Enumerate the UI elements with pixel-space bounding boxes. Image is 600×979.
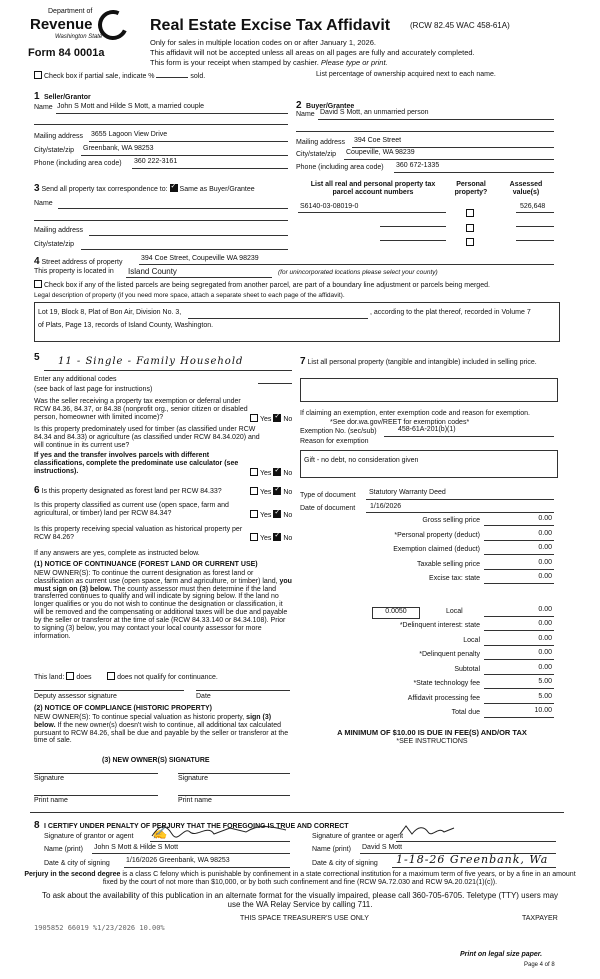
legal-description-line2: of Plats, Page 13, records of Island County, Washington. <box>38 322 214 329</box>
forest-question: 6 Is this property designated as forest land per RCW 84.33? <box>34 485 222 496</box>
q2-yes-checkbox[interactable] <box>250 468 258 476</box>
assessed-value-field[interactable]: 526,648 <box>520 203 546 210</box>
tax-row-value[interactable]: 0.00 <box>538 558 552 566</box>
buyer-city-field[interactable]: Coupeville, WA 98239 <box>346 149 415 156</box>
dept-line1: Department of <box>48 8 93 15</box>
q4-yes-checkbox[interactable] <box>250 510 258 518</box>
grantor-name-label: Name (print) <box>44 846 83 853</box>
buyer-mailing-label: Mailing address <box>296 139 346 146</box>
grantee-date-label: Date & city of signing <box>312 860 378 867</box>
continuance-row: This land: does does not qualify for continuance. <box>34 674 218 681</box>
q5-yes-checkbox[interactable] <box>250 533 258 541</box>
seller-mailing-field[interactable]: 3655 Lagoon View Drive <box>91 131 168 138</box>
local-tax-label: Local <box>446 608 463 615</box>
grantee-signature-scribble[interactable] <box>398 822 458 840</box>
rcw-reference: (RCW 82.45 WAC 458-61A) <box>410 21 510 30</box>
tax-row-value[interactable]: 0.00 <box>538 529 552 537</box>
ownership-note: List percentage of ownership acquired next to each name. <box>316 71 496 78</box>
q2-no-checkbox[interactable] <box>273 468 281 476</box>
rate-value: 0.0050 <box>385 608 407 615</box>
exemption-number-field[interactable]: 458-61A-201(b)(1) <box>398 426 456 433</box>
doc-type-label: Type of document <box>300 492 356 499</box>
deputy-date-label: Date <box>196 693 211 700</box>
owner-print-label-2: Print name <box>178 797 212 804</box>
seller-mailing-label: Mailing address <box>34 133 84 140</box>
q2-yes-no: Yes ✓ No <box>250 468 292 477</box>
buyer-mailing-field[interactable]: 394 Coe Street <box>354 137 402 144</box>
note-line2: This affidavit will not be accepted unless all areas on all pages are fully and accurately completed. <box>150 48 475 57</box>
note-line3: This form is your receipt when stamped by cashier. <box>150 58 319 67</box>
timber-question: Is this property predominately used for timber (as classified under RCW 84.34 and 84.33) or agriculture (as classified under RCW 84.34.020) and will continue in its current use? <box>34 426 260 449</box>
exemption-see-note: *See dor.wa.gov/REET for exemption codes* <box>330 419 470 426</box>
partial-sale-label: Check box if partial sale, indicate % <box>44 73 155 80</box>
assessed-header: Assessed value(s) <box>509 181 543 197</box>
tax-row-label: Subtotal <box>454 665 480 673</box>
q1-no-checkbox[interactable] <box>273 414 281 422</box>
section5-number: 5 <box>34 352 40 363</box>
does-not-checkbox[interactable] <box>107 672 115 680</box>
q5-yes-no: Yes ✓ No <box>250 533 292 542</box>
county-field[interactable]: Island County <box>128 267 177 276</box>
see-instructions-note: *SEE INSTRUCTIONS <box>396 738 468 745</box>
historic-question: Is this property receiving special valuation as historical property per RCW 84.26? <box>34 526 243 541</box>
treasurer-stamp: 1905852 66019 %1/23/2026 10.00% <box>34 924 165 932</box>
tax-row-label: Affidavit processing fee <box>407 694 480 702</box>
grantee-name-field[interactable]: David S Mott <box>362 844 403 851</box>
form-number: Form 84 0001a <box>28 47 105 59</box>
reason-field: Gift - no debt, no consideration given <box>304 457 419 464</box>
parcel-number-field[interactable]: S6140-03-08019-0 <box>300 203 359 210</box>
doc-date-label: Date of document <box>300 505 356 512</box>
reason-label: Reason for exemption <box>300 438 369 445</box>
correspondence-name-label: Name <box>34 200 53 207</box>
buyer-name-label: Name <box>296 111 315 118</box>
grantor-signature-label: Signature of grantor or agent <box>44 833 134 840</box>
tax-row-label: *Delinquent interest: state <box>399 622 480 629</box>
q3-yes-no: Yes ✓ No <box>250 487 292 496</box>
additional-codes-label: Enter any additional codes <box>34 376 117 383</box>
q4-no-checkbox[interactable] <box>273 510 281 518</box>
owner-signature-label-2: Signature <box>178 775 208 782</box>
tax-row-value[interactable]: 10.00 <box>534 707 552 714</box>
grantee-name-label: Name (print) <box>312 846 351 853</box>
doc-type-field[interactable]: Statutory Warranty Deed <box>369 489 446 496</box>
boundary-row: Check box if any of the listed parcels are being segregated from another parcel, are part of a boundary line adjustment or parcels being merged. <box>34 280 490 289</box>
tax-row-label: Exemption claimed (deduct) <box>393 546 480 553</box>
seller-phone-field[interactable]: 360 222-3161 <box>134 158 178 165</box>
tax-row-value[interactable]: 0.00 <box>538 663 552 671</box>
personal-header: Personal property? <box>454 181 488 197</box>
grantor-signature-scribble <box>150 822 290 840</box>
q3-yes-checkbox[interactable] <box>250 487 258 495</box>
tax-row-label: Taxable selling price <box>416 560 480 568</box>
minimum-due-note: A MINIMUM OF $10.00 IS DUE IN FEE(S) AND/OR TAX <box>337 728 527 737</box>
personal-property-checkbox-3[interactable] <box>466 238 474 246</box>
tax-row-label: *State technology fee <box>413 680 480 687</box>
correspondence-mailing-label: Mailing address <box>34 227 84 234</box>
q5-no-checkbox[interactable] <box>273 533 281 541</box>
dept-logo-text: Revenue <box>30 16 93 33</box>
grantee-signature-label: Signature of grantee or agent <box>312 833 404 840</box>
timber-instruction: If yes and the transfer involves parcels with different classifications, complete the predominate use calculator (see instructions). <box>34 452 239 475</box>
local-tax-value[interactable]: 0.00 <box>538 606 552 613</box>
notice-continuance-body: NEW OWNER(S): To continue the current designation as forest land or classification as current use (open space, farm and agriculture, or timber) land, you must sign on (3) below. The county assessor must then determine if the land transferred continues to qualify and will indicate by signing below. If the land no longer qualifies or you do not wish to continue the designation or classification, it will be removed and the compensating or additional taxes will be due and payable by the seller or transferor at the time of sale (RCW 84.33.140 or 84.34.108). Prior to signing (3) below, you may contact your local county assessor for more information. <box>34 570 292 640</box>
personal-property-box[interactable] <box>300 378 558 402</box>
certify-row: 8 I CERTIFY UNDER PENALTY OF PERJURY THAT THE FOREGOING IS TRUE AND CORRECT <box>34 820 349 831</box>
personal-property-checkbox-2[interactable] <box>466 224 474 232</box>
buyer-city-label: City/state/zip <box>296 151 337 158</box>
grantor-date-field[interactable]: 1/16/2026 Greenbank, WA 98253 <box>126 857 230 864</box>
page-title: Real Estate Excise Tax Affidavit <box>150 17 391 34</box>
exemption-question: Was the seller receiving a property tax exemption or deferral under RCW 84.36, 84.37, or 84.38 (nonprofit org., senior citizen or disabled person, homeowner with limited income)? <box>34 398 248 421</box>
partial-sale-checkbox[interactable] <box>34 71 42 79</box>
boundary-adjustment-checkbox[interactable] <box>34 280 42 288</box>
deputy-signature-label: Deputy assessor signature <box>34 693 117 700</box>
seller-name-field[interactable]: John S Mott and Hilde S Mott, a married couple <box>57 103 205 110</box>
exemption-claim-label: If claiming an exemption, enter exemption code and reason for exemption. <box>300 410 530 417</box>
tax-row-value[interactable]: 0.00 <box>538 544 552 551</box>
notice-compliance-title: (2) NOTICE OF COMPLIANCE (HISTORIC PROPERTY) <box>34 705 212 712</box>
does-checkbox[interactable] <box>66 672 74 680</box>
tax-row-value[interactable]: 5.00 <box>538 692 552 700</box>
grantor-date-label: Date & city of signing <box>44 860 110 867</box>
tax-row-value[interactable]: 0.00 <box>538 515 552 522</box>
q1-yes-no: Yes ✓ No <box>250 414 292 423</box>
seller-city-label: City/state/zip <box>34 147 75 154</box>
tax-row-label: *Delinquent penalty <box>419 651 480 658</box>
q4-yes-no: Yes ✓ No <box>250 510 292 519</box>
legal-description-label: Legal description of property (if you need more space, attach a separate sheet to each page of the affidavit). <box>34 292 345 299</box>
property-located-label: This property is located in <box>34 268 114 275</box>
seller-city-field[interactable]: Greenbank, WA 98253 <box>83 145 154 152</box>
owner-print-label-1: Print name <box>34 797 68 804</box>
tax-row-value[interactable]: 0.00 <box>538 649 552 656</box>
personal-property-checkbox-1[interactable] <box>466 209 474 217</box>
tax-row-value[interactable]: 0.00 <box>538 634 552 642</box>
alt-format-note: To ask about the availability of this publication in an alternate format for the visually impaired, please call 360-705-6705. Teletype (TTY) users may use the WA Relay Service by calling 711. <box>41 891 559 909</box>
notice-compliance-body: NEW OWNER(S): To continue special valuation as historic property, sign (3) below. If the new owner(s) doesn't wish to continue, all additional tax calculated pursuant to RCW 84.26, shall be due and payable by the seller or transferor at the time of sale. <box>34 714 289 745</box>
current-use-question: Is this property classified as current use (open space, farm and agricultural, or timber) land per RCW 84.34? <box>34 502 229 517</box>
property-street-label: 4 Street address of property <box>34 256 123 267</box>
tax-row-value[interactable]: 0.00 <box>538 620 552 627</box>
correspondence-row: 3 Send all property tax correspondence to: ✓ Same as Buyer/Grantee <box>34 183 255 194</box>
dept-line3: Washington State <box>55 34 103 40</box>
note-type-print: Please type or print. <box>320 58 388 67</box>
unincorporated-note: (for unincorporated locations please select your county) <box>278 269 438 276</box>
legal-description-part2: , according to the plat thereof, recorded in Volume 7 <box>370 309 531 316</box>
buyer-phone-label: Phone (including area code) <box>296 164 384 171</box>
tax-row-label: *Personal property (deduct) <box>394 531 480 539</box>
legal-description-part1: Lot 19, Block 8, Plat of Bon Air, Division No. 3, <box>38 309 182 316</box>
parcel-header: List all real and personal property tax parcel account numbers <box>310 181 436 197</box>
if-yes-note: If any answers are yes, complete as instructed below. <box>34 550 200 557</box>
exemption-number-label: Exemption No. (sec/sub) <box>300 428 377 435</box>
grantor-signature[interactable]: ✍ <box>152 826 168 840</box>
partial-percent-field[interactable] <box>156 77 188 78</box>
personal-property-label: 7 List all personal property (tangible and intangible) included in selling price. <box>300 356 537 367</box>
note-line1: Only for sales in multiple location codes on or after January 1, 2026. <box>150 38 376 47</box>
treasurer-use-label: THIS SPACE TREASURER'S USE ONLY <box>240 915 369 922</box>
grantee-date-handwritten[interactable]: 1-18-26 Greenbank, Wa <box>396 853 549 866</box>
doc-date-field[interactable]: 1/16/2026 <box>370 503 402 510</box>
notice-continuance-title: (1) NOTICE OF CONTINUANCE (FOREST LAND OR CURRENT USE) <box>34 561 258 568</box>
taxpayer-label: TAXPAYER <box>522 915 558 922</box>
q3-no-checkbox[interactable] <box>273 487 281 495</box>
land-use-code-handwritten[interactable]: 11 - Single - Family Household <box>58 356 244 367</box>
correspondence-city-label: City/state/zip <box>34 241 75 248</box>
seller-name-label: Name <box>34 104 53 111</box>
buyer-heading: 2 Buyer/Grantee <box>296 100 355 111</box>
reason-box[interactable] <box>300 450 558 478</box>
legal-paper-note: Print on legal size paper. <box>460 951 543 958</box>
property-street-field[interactable]: 394 Coe Street, Coupeville WA 98239 <box>141 255 259 262</box>
tax-row-value[interactable]: 0.00 <box>538 573 552 580</box>
tax-row-label: Gross selling price <box>422 517 480 524</box>
tax-row-label: Excise tax: state <box>429 575 480 582</box>
tax-row-label: Total due <box>451 709 480 716</box>
see-back-label: (see back of last page for instructions) <box>34 386 153 393</box>
tax-row-value[interactable]: 5.00 <box>538 678 552 685</box>
tax-row-label: Local <box>463 636 480 644</box>
owner-signature-label-1: Signature <box>34 775 64 782</box>
seller-phone-label: Phone (including area code) <box>34 160 122 167</box>
buyer-name-field[interactable]: David S Mott, an unmarried person <box>320 109 429 116</box>
perjury-note: Perjury in the second degree is a class C felony which is punishable by confinement in a state correctional institution for a maximum term of five years, or by a fine in an amount fixed by the court of not more than $10,000, or by both such confinement and fine (RCW 9A.72.030 and RCW 9A.20.021(1)(c)). <box>24 871 576 886</box>
partial-sale-row <box>34 71 205 80</box>
new-owner-signature-title: (3) NEW OWNER(S) SIGNATURE <box>102 757 210 764</box>
page-number: Page 4 of 8 <box>524 962 555 968</box>
seller-heading: 1 Seller/Grantor <box>34 91 91 102</box>
q1-yes-checkbox[interactable] <box>250 414 258 422</box>
grantor-name-field[interactable]: John S Mott & Hilde S Mott <box>94 844 179 851</box>
buyer-phone-field[interactable]: 360 672-1335 <box>396 162 440 169</box>
sold-label: sold. <box>190 73 206 80</box>
same-as-buyer-checkbox[interactable] <box>170 184 178 192</box>
